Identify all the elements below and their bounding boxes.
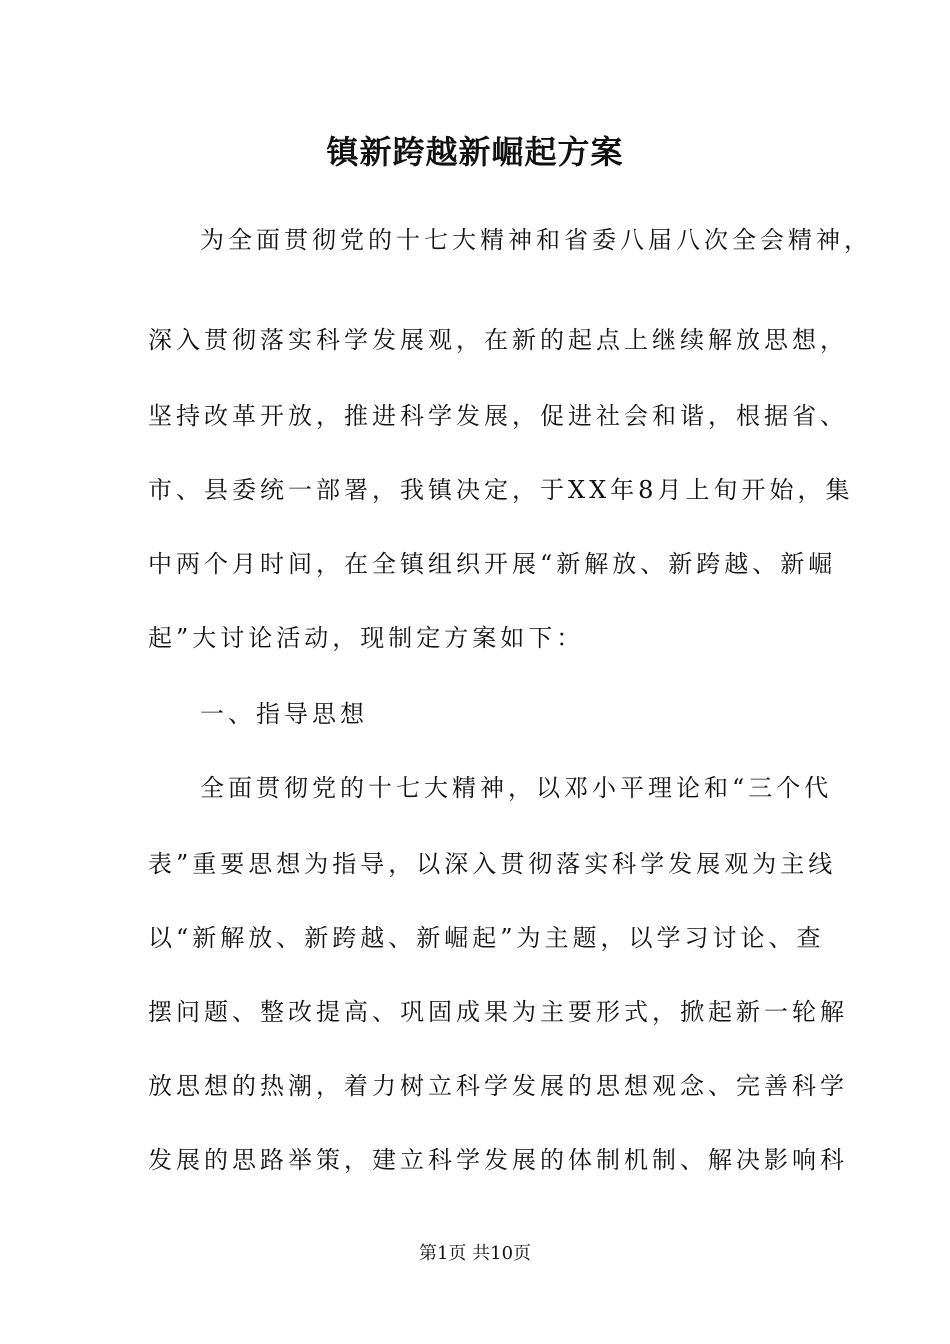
text-line-3: 坚持改革开放，推进科学发展，促进社会和谐，根据省、 (148, 402, 848, 430)
text-line-10: 以“新解放、新跨越、新崛起”为主题，以学习讨论、查 (148, 924, 825, 952)
text-line-13: 发展的思路举策，建立科学发展的体制机制、解决影响科 (148, 1146, 848, 1174)
text-line-12: 放思想的热潮，着力树立科学发展的思想观念、完善科学 (148, 1072, 848, 1100)
text-line-5: 中两个月时间，在全镇组织开展“新解放、新跨越、新崛 (148, 550, 837, 578)
text-line-9: 表”重要思想为指导，以深入贯彻落实科学发展观为主线 (148, 850, 837, 878)
section-heading: 一、指导思想 (200, 700, 368, 728)
document-title: 镇新跨越新崛起方案 (326, 133, 624, 171)
page-footer: 第1页 共10页 (418, 1243, 532, 1264)
text-line-2: 深入贯彻落实科学发展观，在新的起点上继续解放思想， (148, 326, 848, 354)
text-line-1: 为全面贯彻党的十七大精神和省委八届八次全会精神， (200, 226, 872, 254)
text-line-4: 市、县委统一部署，我镇决定，于XX年8月上旬开始，集 (148, 476, 854, 504)
text-line-6: 起”大讨论活动，现制定方案如下： (148, 624, 585, 652)
text-line-8: 全面贯彻党的十七大精神，以邓小平理论和“三个代 (200, 774, 833, 802)
text-line-11: 摆问题、整改提高、巩固成果为主要形式，掀起新一轮解 (148, 998, 848, 1026)
